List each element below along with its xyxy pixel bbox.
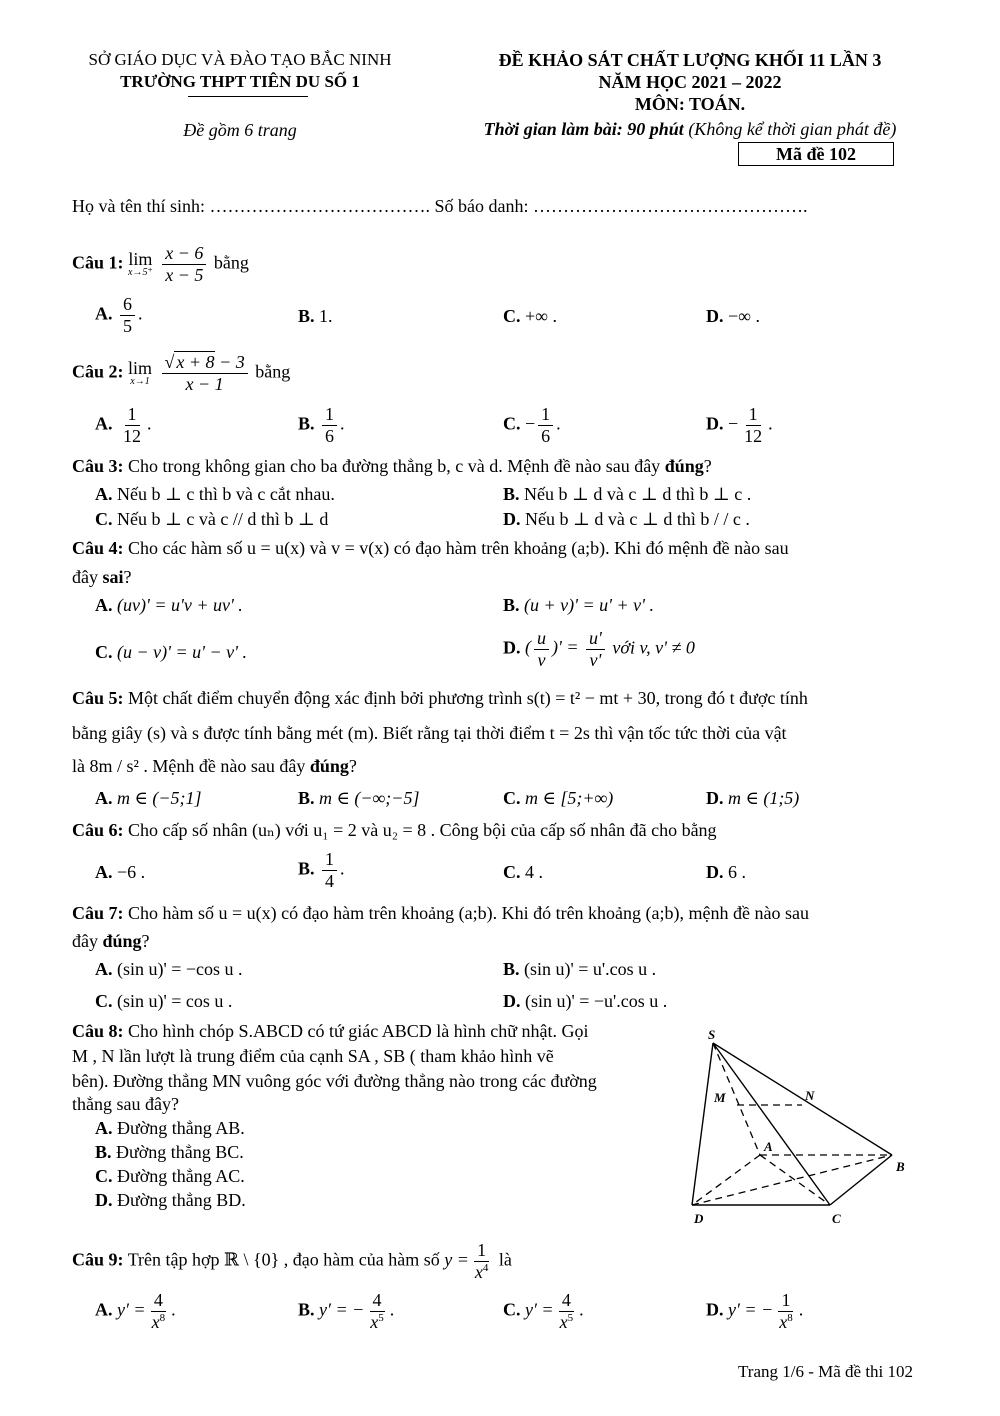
q7-option-b: B. (sin u)' = u'.cos u .	[503, 959, 657, 979]
q3-option-c: C. Nếu b ⊥ c và c // d thì b ⊥ d	[95, 509, 329, 529]
label-N: N	[805, 1088, 815, 1103]
time-limit: Thời gian làm bài: 90 phút	[483, 119, 684, 139]
q5-option-b: B. m ∈ (−∞;−5]	[298, 788, 420, 808]
question-4: Câu 4: Cho các hàm số u = u(x) và v = v(x) có đạo hàm trên khoảng (a;b). Khi đó mệnh đề nào sau	[72, 538, 789, 558]
question-8-line-3: bên). Đường thẳng MN vuông góc với đường thẳng nào trong các đường	[72, 1071, 597, 1091]
question-4-cont: đây sai?	[72, 567, 132, 587]
edge-SD	[692, 1043, 713, 1205]
q2-option-b: B. $\frac{1}{6}$ .	[298, 404, 345, 446]
q6-option-c: C. 4 .	[503, 862, 543, 882]
exam-title: ĐỀ KHẢO SÁT CHẤT LƯỢNG KHỐI 11 LẦN 3	[498, 50, 882, 70]
edge-SC	[713, 1043, 830, 1205]
question-8-line-2: M , N lần lượt là trung điểm của cạnh SA , SB ( tham khảo hình vẽ	[72, 1046, 554, 1066]
q6-option-d: D. 6 .	[706, 862, 746, 882]
edge-AC	[760, 1155, 830, 1205]
q3-option-d: D. Nếu b ⊥ d và c ⊥ d thì b / / c .	[503, 509, 750, 529]
limit: lim x→1	[128, 358, 153, 388]
label-C: C	[832, 1211, 841, 1226]
q4-option-d: D. ( $\frac{u}{v}$ )' = $\frac{u'}{v'}$ với v, v' ≠ 0	[503, 628, 695, 670]
q2-option-d: D. − $\frac{1}{12}$ .	[706, 404, 773, 446]
q8-option-c: C. Đường thẳng AC.	[95, 1166, 245, 1186]
q8-option-d: D. Đường thẳng BD.	[95, 1190, 246, 1210]
q5-option-c: C. m ∈ [5;+∞)	[503, 788, 614, 808]
edge-SB	[713, 1043, 892, 1155]
question-tail: bằng	[255, 361, 291, 382]
q9-option-c: C. y′ = $\frac{4}{x^5}$ .	[503, 1290, 584, 1332]
q1-option-b: B. 1.	[298, 306, 333, 326]
department-name: SỞ GIÁO DỤC VÀ ĐÀO TẠO BẮC NINH	[88, 50, 392, 69]
q4-option-b: B. (u + v)' = u' + v' .	[503, 595, 654, 615]
q1-option-d: D. −∞ .	[706, 306, 760, 326]
question-2	[72, 352, 290, 394]
question-8: Câu 8: Cho hình chóp S.ABCD có tứ giác ABCD là hình chữ nhật. Gọi	[72, 1021, 589, 1041]
question-5: Câu 5: Một chất điểm chuyển động xác định bởi phương trình s(t) = t² − mt + 30, trong đó t được tính	[72, 688, 808, 708]
q8-option-b: B. Đường thẳng BC.	[95, 1142, 244, 1162]
fraction: $\frac{√ x + 8 - 3}{x - 1}$	[162, 352, 248, 394]
q8-option-a: A. Đường thẳng AB.	[95, 1118, 245, 1138]
q7-option-a: A. (sin u)' = −cos u .	[95, 959, 243, 979]
question-1	[72, 243, 249, 285]
question-label: Câu 1:	[72, 252, 124, 273]
limit: lim x→5⁺	[128, 249, 153, 279]
exam-code-box: Mã đề 102	[738, 142, 894, 166]
question-tail: bằng	[213, 252, 249, 273]
page-footer: Trang 1/6 - Mã đề thi 102	[738, 1362, 914, 1381]
time-note: (Không kể thời gian phát đề)	[683, 119, 897, 139]
subject: MÔN: TOÁN.	[634, 94, 746, 114]
q3-option-a: A. Nếu b ⊥ c thì b và c cắt nhau.	[95, 484, 335, 504]
q2-option-a: A. $\frac{1}{12}$ .	[95, 404, 152, 446]
student-info-line: Họ và tên thí sinh: ………………………………. Số báo danh: ……………………………………….	[72, 196, 808, 216]
q1-option-a: A. $\frac{6}{5}$ .	[95, 294, 143, 336]
fraction: $\frac{x - 6}{x - 5}$	[162, 243, 206, 285]
time-line	[420, 119, 960, 140]
label-A: A	[764, 1139, 773, 1154]
q1-option-c: C. +∞ .	[503, 306, 557, 326]
question-7-cont: đây đúng?	[72, 931, 150, 951]
question-9: Câu 9: Trên tập hợp ℝ \ {0} , đạo hàm của hàm số y = $\frac{1}{x^4}$ là	[72, 1240, 512, 1282]
question-7: Câu 7: Cho hàm số u = u(x) có đạo hàm trên khoảng (a;b). Khi đó trên khoảng (a;b), mệnh đề nào sau	[72, 903, 809, 923]
question-5-line-2: bằng giây (s) và s được tính bằng mét (m). Biết rằng tại thời điểm t = 2s thì vận tốc tức thời của vật	[72, 723, 787, 743]
school-year: NĂM HỌC 2021 – 2022	[598, 72, 782, 92]
label-D: D	[694, 1211, 704, 1226]
q9-option-a: A. y′ = $\frac{4}{x^8}$ .	[95, 1290, 176, 1332]
q2-option-c: C. − $\frac{1}{6}$ .	[503, 404, 561, 446]
q4-option-c: C. (u − v)' = u' − v' .	[95, 642, 247, 662]
label-S: S	[708, 1027, 716, 1042]
q5-option-d: D. m ∈ (1;5)	[706, 788, 800, 808]
question-5-line-3: là 8m / s² . Mệnh đề nào sau đây đúng?	[72, 756, 357, 776]
q3-option-b: B. Nếu b ⊥ d và c ⊥ d thì b ⊥ c .	[503, 484, 752, 504]
header-underline	[188, 96, 308, 97]
q7-option-d: D. (sin u)' = −u'.cos u .	[503, 991, 668, 1011]
q9-option-b: B. y′ = − $\frac{4}{x^5}$ .	[298, 1290, 395, 1332]
q9-option-d: D. y′ = − $\frac{1}{x^8}$ .	[706, 1290, 804, 1332]
label-B: B	[896, 1159, 905, 1174]
question-6: Câu 6: Cho cấp số nhân (uₙ) với u₁ = 2 và u₂ = 8 . Công bội của cấp số nhân đã cho bằng	[72, 820, 717, 840]
question-8-line-4: thẳng sau đây?	[72, 1094, 179, 1114]
question-3: Câu 3: Cho trong không gian cho ba đường thẳng b, c và d. Mệnh đề nào sau đây đúng?	[72, 456, 712, 476]
school-name: TRƯỜNG THPT TIÊN DU SỐ 1	[120, 72, 360, 91]
label-M: M	[714, 1090, 726, 1105]
q4-option-a: A. (uv)' = u'v + uv' .	[95, 595, 243, 615]
pyramid-figure	[680, 1025, 920, 1235]
edge-AD	[692, 1155, 760, 1205]
question-label: Câu 2:	[72, 361, 124, 382]
q6-option-b: B. $\frac{1}{4}$ .	[298, 849, 345, 891]
q5-option-a: A. m ∈ (−5;1]	[95, 788, 202, 808]
q7-option-c: C. (sin u)' = cos u .	[95, 991, 233, 1011]
page-count: Đề gồm 6 trang	[183, 120, 297, 140]
q6-option-a: A. −6 .	[95, 862, 146, 882]
